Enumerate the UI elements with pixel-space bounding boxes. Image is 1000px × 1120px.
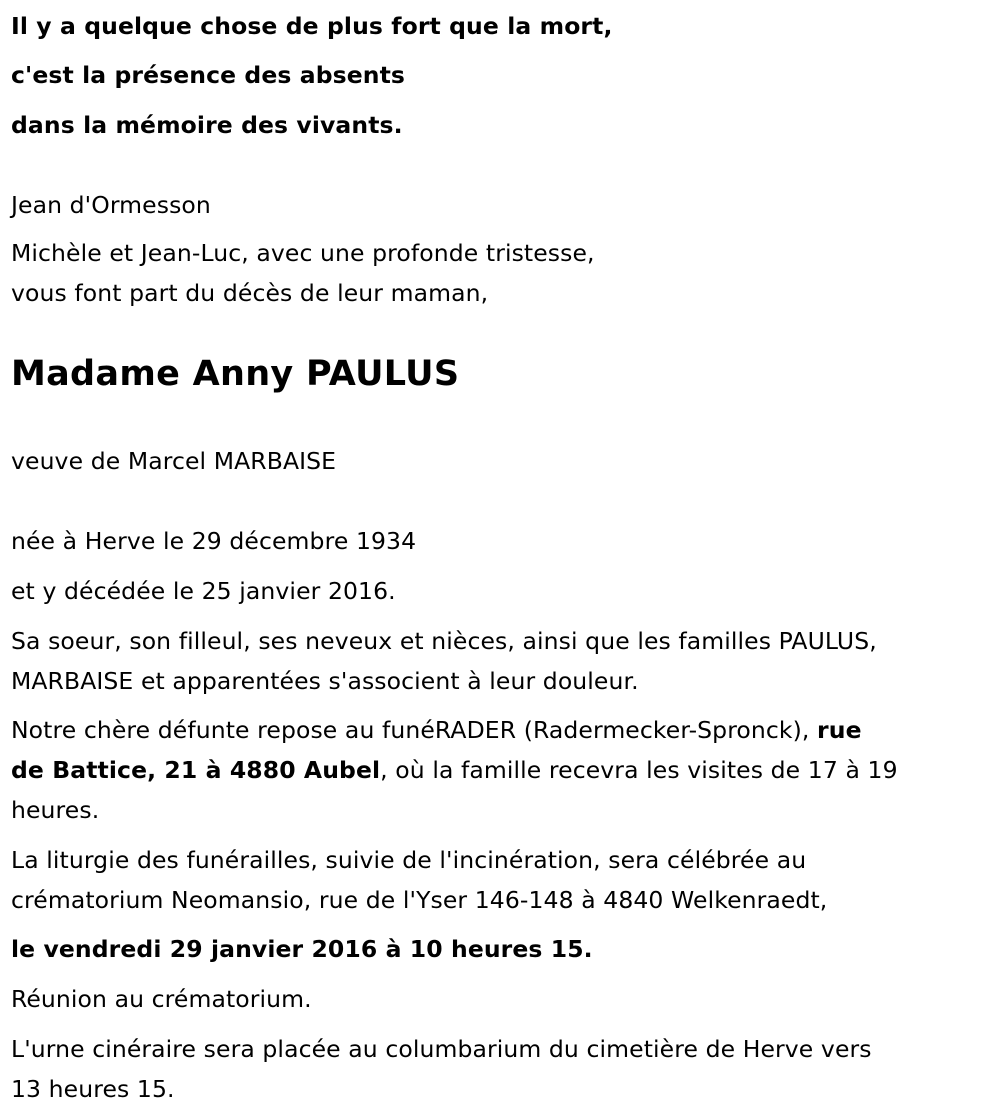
announcement-line-2: vous font part du décès de leur maman, [11,279,489,307]
rest-line-3: heures. [11,796,100,824]
quote-author: Jean d'Ormesson [11,191,211,219]
rest-address: de Battice, 21 à 4880 Aubel [11,756,381,784]
birth-info: née à Herve le 29 décembre 1934 [11,527,417,555]
rest-line-1 [11,710,862,750]
quote-line-2: c'est la présence des absents [11,61,406,89]
widow-of: veuve de Marcel MARBAISE [11,447,337,475]
quote-line-1: Il y a quelque chose de plus fort que la mort, [11,12,613,40]
deceased-name: Madame Anny PAULUS [11,354,460,394]
urn-line-1: L'urne cinéraire sera placée au columbarium du cimetière de Herve vers [11,1035,872,1063]
family-line-1: Sa soeur, son filleul, ses neveux et nièces, ainsi que les familles PAULUS, [11,627,877,655]
rest-text: Notre chère défunte repose au funéRADER (Radermecker-Spronck), [11,716,818,744]
family-line-2: MARBAISE et apparentées s'associent à leur douleur. [11,667,639,695]
rest-line-2 [11,750,898,790]
quote-line-3: dans la mémoire des vivants. [11,111,403,139]
liturgy-line-1: La liturgie des funérailles, suivie de l'incinération, sera célébrée au [11,846,807,874]
liturgy-date: le vendredi 29 janvier 2016 à 10 heures 15. [11,935,593,963]
meeting-info: Réunion au crématorium. [11,985,312,1013]
liturgy-line-2: crématorium Neomansio, rue de l'Yser 146-148 à 4840 Welkenraedt, [11,886,828,914]
rest-address-start: rue [817,716,862,744]
rest-visits: , où la famille recevra les visites de 17 à 19 [380,756,898,784]
announcement-line-1: Michèle et Jean-Luc, avec une profonde tristesse, [11,239,595,267]
death-info: et y décédée le 25 janvier 2016. [11,577,396,605]
urn-line-2: 13 heures 15. [11,1075,175,1103]
